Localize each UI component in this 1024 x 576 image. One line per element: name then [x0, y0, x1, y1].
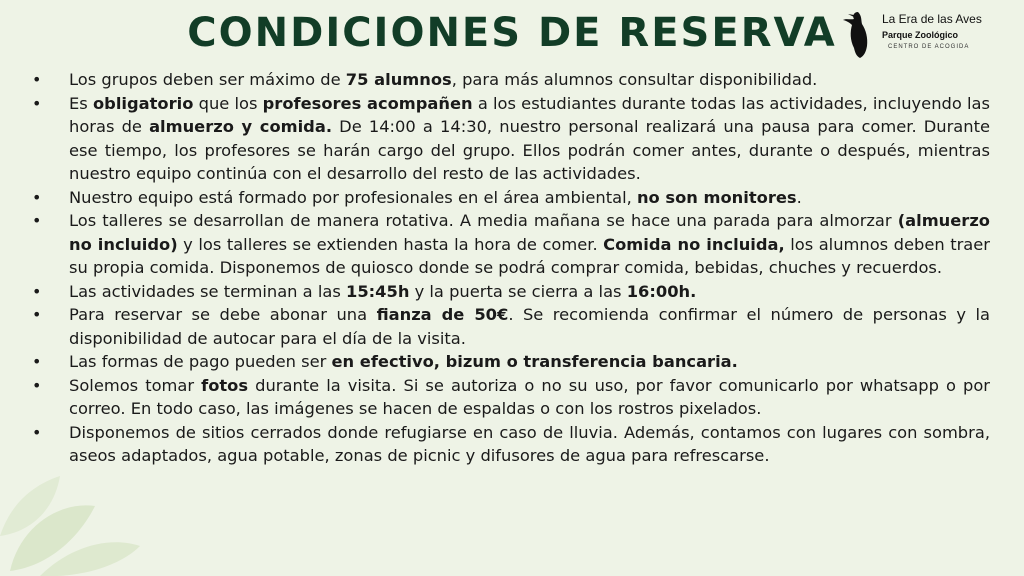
condition-text-bold: fotos	[201, 375, 249, 395]
logo-name: La Era de las Aves	[882, 12, 982, 26]
condition-text: que los	[193, 93, 263, 113]
condition-text: Nuestro equipo está formado por profesionales en el área ambiental,	[69, 187, 637, 207]
conditions-list	[28, 68, 990, 468]
condition-text: y la puerta se cierra a las	[409, 281, 627, 301]
condition-item	[28, 280, 990, 304]
condition-text: a los estudiantes durante todas las actividades, incluyendo las horas de	[69, 93, 990, 136]
condition-text: .	[796, 187, 802, 207]
condition-text: Es	[69, 93, 93, 113]
condition-text-bold: fianza de 50€	[376, 305, 509, 324]
condition-text: durante la visita. Si se autoriza o no su uso, por favor comunicarlo por whatsapp o por correo. En todo caso, las imágenes se hacen de espaldas o con los rostros pixelados.	[69, 375, 990, 418]
condition-text-bold: en efectivo, bizum o transferencia bancaria.	[331, 352, 738, 371]
condition-item	[28, 421, 990, 468]
logo-tagline: CENTRO DE ACOGIDA	[888, 44, 970, 50]
condition-text-bold: profesores acompañen	[262, 93, 473, 113]
condition-item	[28, 92, 990, 186]
condition-text-bold: (almuerzo no incluido)	[69, 211, 990, 254]
condition-text-bold: 15:45h	[346, 281, 410, 301]
page-title: CONDICIONES DE RESERVA	[187, 10, 837, 56]
condition-item	[28, 350, 990, 374]
condition-text: los alumnos deben traer su propia comida. Disponemos de quiosco donde se podrá comprar comida, bebidas, chuches y recuerdos.	[69, 234, 990, 277]
logo	[840, 8, 1008, 60]
bird-logo-icon	[840, 8, 880, 60]
condition-item	[28, 209, 990, 280]
condition-text: Solemos tomar	[69, 375, 202, 395]
condition-item	[28, 374, 990, 421]
condition-text-bold: obligatorio	[92, 93, 194, 113]
condition-text-bold: almuerzo y comida.	[149, 117, 333, 136]
condition-text-bold: 16:00h.	[626, 281, 697, 301]
condition-text: Disponemos de sitios cerrados donde refugiarse en caso de lluvia. Además, contamos con lugares con sombra, aseos adaptados, agua potable, zonas de picnic y difusores de agua para refrescarse.	[69, 422, 990, 465]
condition-text: Los grupos deben ser máximo de	[69, 70, 346, 89]
condition-text-bold: Comida no incluida,	[603, 234, 785, 254]
condition-text: y los talleres se extienden hasta la hora de comer.	[177, 234, 604, 254]
logo-subtitle: Parque Zoológico	[882, 30, 959, 40]
condition-text-bold: 75 alumnos	[345, 70, 452, 89]
condition-text: De 14:00 a 14:30, nuestro personal realizará una pausa para comer. Durante ese tiempo, los profesores se harán cargo del grupo. Ellos podrán comer antes, durante o después, mientras nuestro equipo continúa con el desarrollo del resto de las actividades.	[69, 117, 991, 183]
condition-text-bold: no son monitores	[636, 187, 797, 207]
condition-item	[28, 303, 990, 350]
condition-text: Para reservar se debe abonar una	[69, 305, 377, 324]
condition-item	[28, 68, 990, 92]
condition-item	[28, 186, 990, 210]
condition-text: Los talleres se desarrollan de manera rotativa. A media mañana se hace una parada para almorzar	[69, 211, 898, 230]
condition-text: , para más alumnos consultar disponibilidad.	[451, 70, 818, 89]
condition-text: Las formas de pago pueden ser	[69, 352, 332, 371]
condition-text: . Se recomienda confirmar el número de personas y la disponibilidad de autocar para el día de la visita.	[69, 305, 990, 348]
condition-text: Las actividades se terminan a las	[69, 281, 346, 301]
